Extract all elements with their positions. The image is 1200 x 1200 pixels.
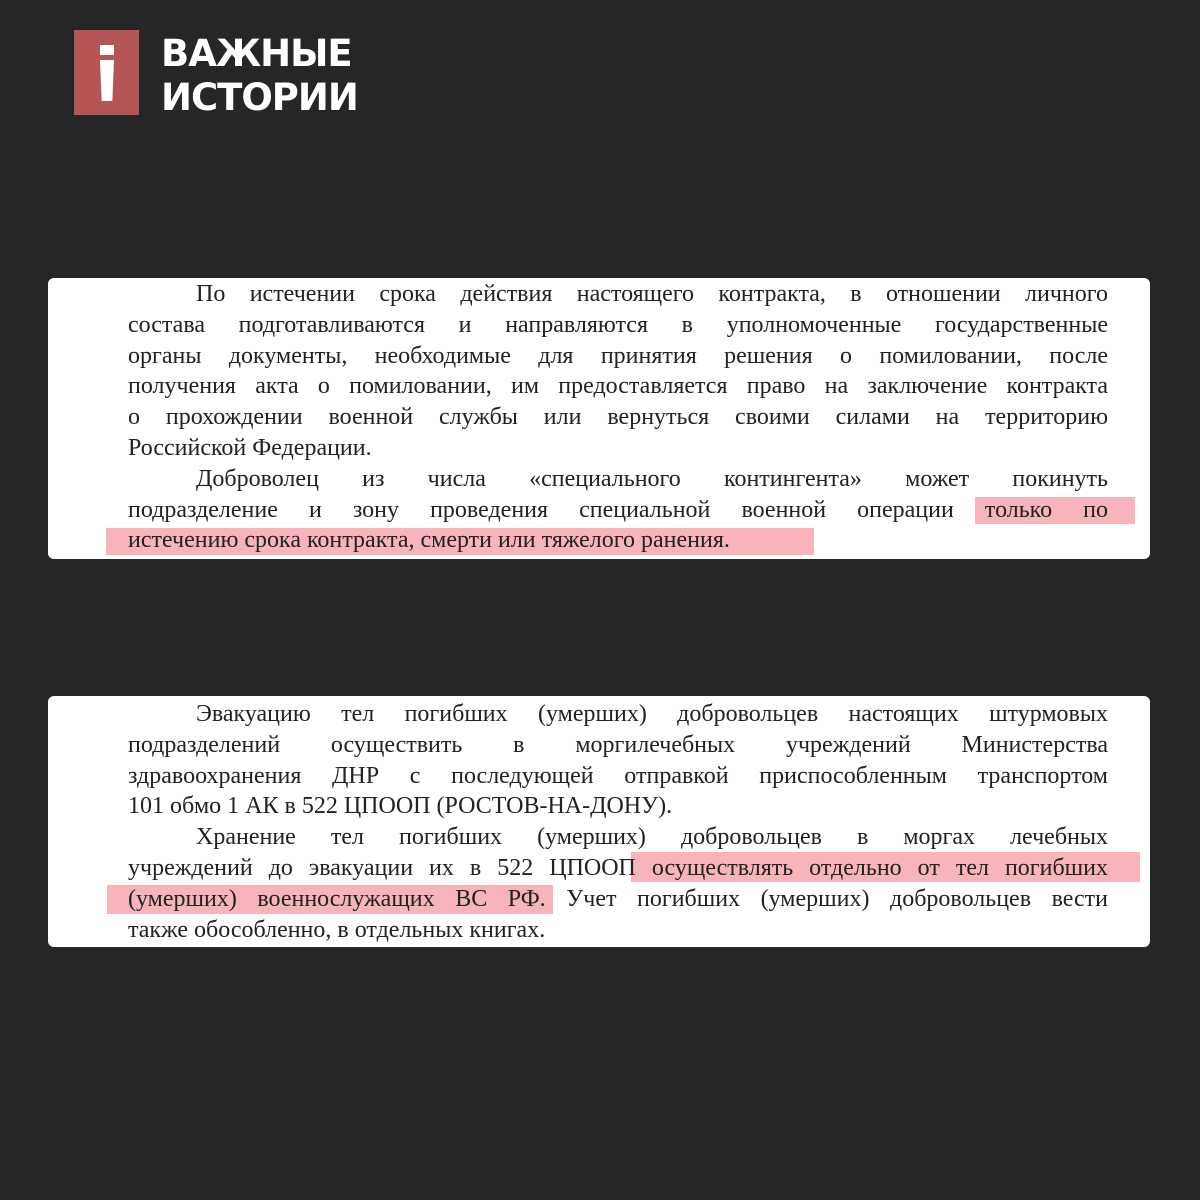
text-line: органы документы, необходимые для принятия решения о помиловании, после	[128, 342, 1108, 369]
text-line: здравоохранения ДНР с последующей отправкой приспособленным транспортом	[128, 762, 1108, 789]
logo-badge	[74, 30, 139, 115]
highlighted-text: осуществлять отдельно от тел погибших	[651, 854, 1109, 881]
text-line: получения акта о помиловании, им предоставляется право на заключение контракта	[128, 373, 1108, 400]
excerpt-text	[128, 699, 1108, 945]
text-line: Эвакуацию тел погибших (умерших) добровольцев настоящих штурмовых	[196, 701, 1108, 727]
document-excerpt-1	[48, 278, 1150, 559]
text-fragment: учреждений до эвакуации их в 522 ЦПООП	[128, 854, 636, 881]
brand-name	[161, 32, 358, 120]
brand-name-line2: ИСТОРИИ	[161, 76, 358, 119]
text-line: По истечении срока действия настоящего контракта, в отношении личного	[196, 281, 1108, 307]
text-fragment: подразделение и зону проведения специальной военной операции	[128, 496, 954, 523]
highlighted-text: только по	[984, 496, 1109, 523]
text-line	[128, 884, 1108, 915]
text-line: о прохождении военной службы или вернуться своими силами на территорию	[128, 404, 1108, 431]
text-line: также обособленно, в отдельных книгах.	[128, 916, 546, 943]
document-excerpt-2	[48, 696, 1150, 947]
highlighted-text: истечению срока контракта, смерти или тяжелого ранения.	[128, 527, 730, 554]
text-line	[128, 853, 1108, 884]
text-line: Хранение тел погибших (умерших) добровольцев в моргах лечебных	[196, 824, 1108, 851]
text-line: Российской Федерации.	[128, 434, 372, 461]
text-line: состава подготавливаются и направляются в уполномоченные государственные	[128, 311, 1108, 338]
text-fragment: Учет погибших (умерших) добровольцев вести	[566, 885, 1109, 912]
excerpt-text	[128, 279, 1108, 556]
important-stories-i-icon	[100, 45, 114, 101]
text-line: подразделений осуществить в моргилечебных учреждений Министерства	[128, 731, 1108, 758]
brand-name-line1: ВАЖНЫЕ	[161, 32, 352, 75]
highlighted-text: (умерших) военнослужащих ВС РФ.	[128, 885, 546, 912]
text-line	[128, 495, 1108, 526]
text-line: Доброволец из числа «специального контингента» может покинуть	[196, 465, 1108, 492]
text-line: 101 обмо 1 АК в 522 ЦПООП (РОСТОВ-НА-ДОНУ).	[128, 793, 673, 820]
